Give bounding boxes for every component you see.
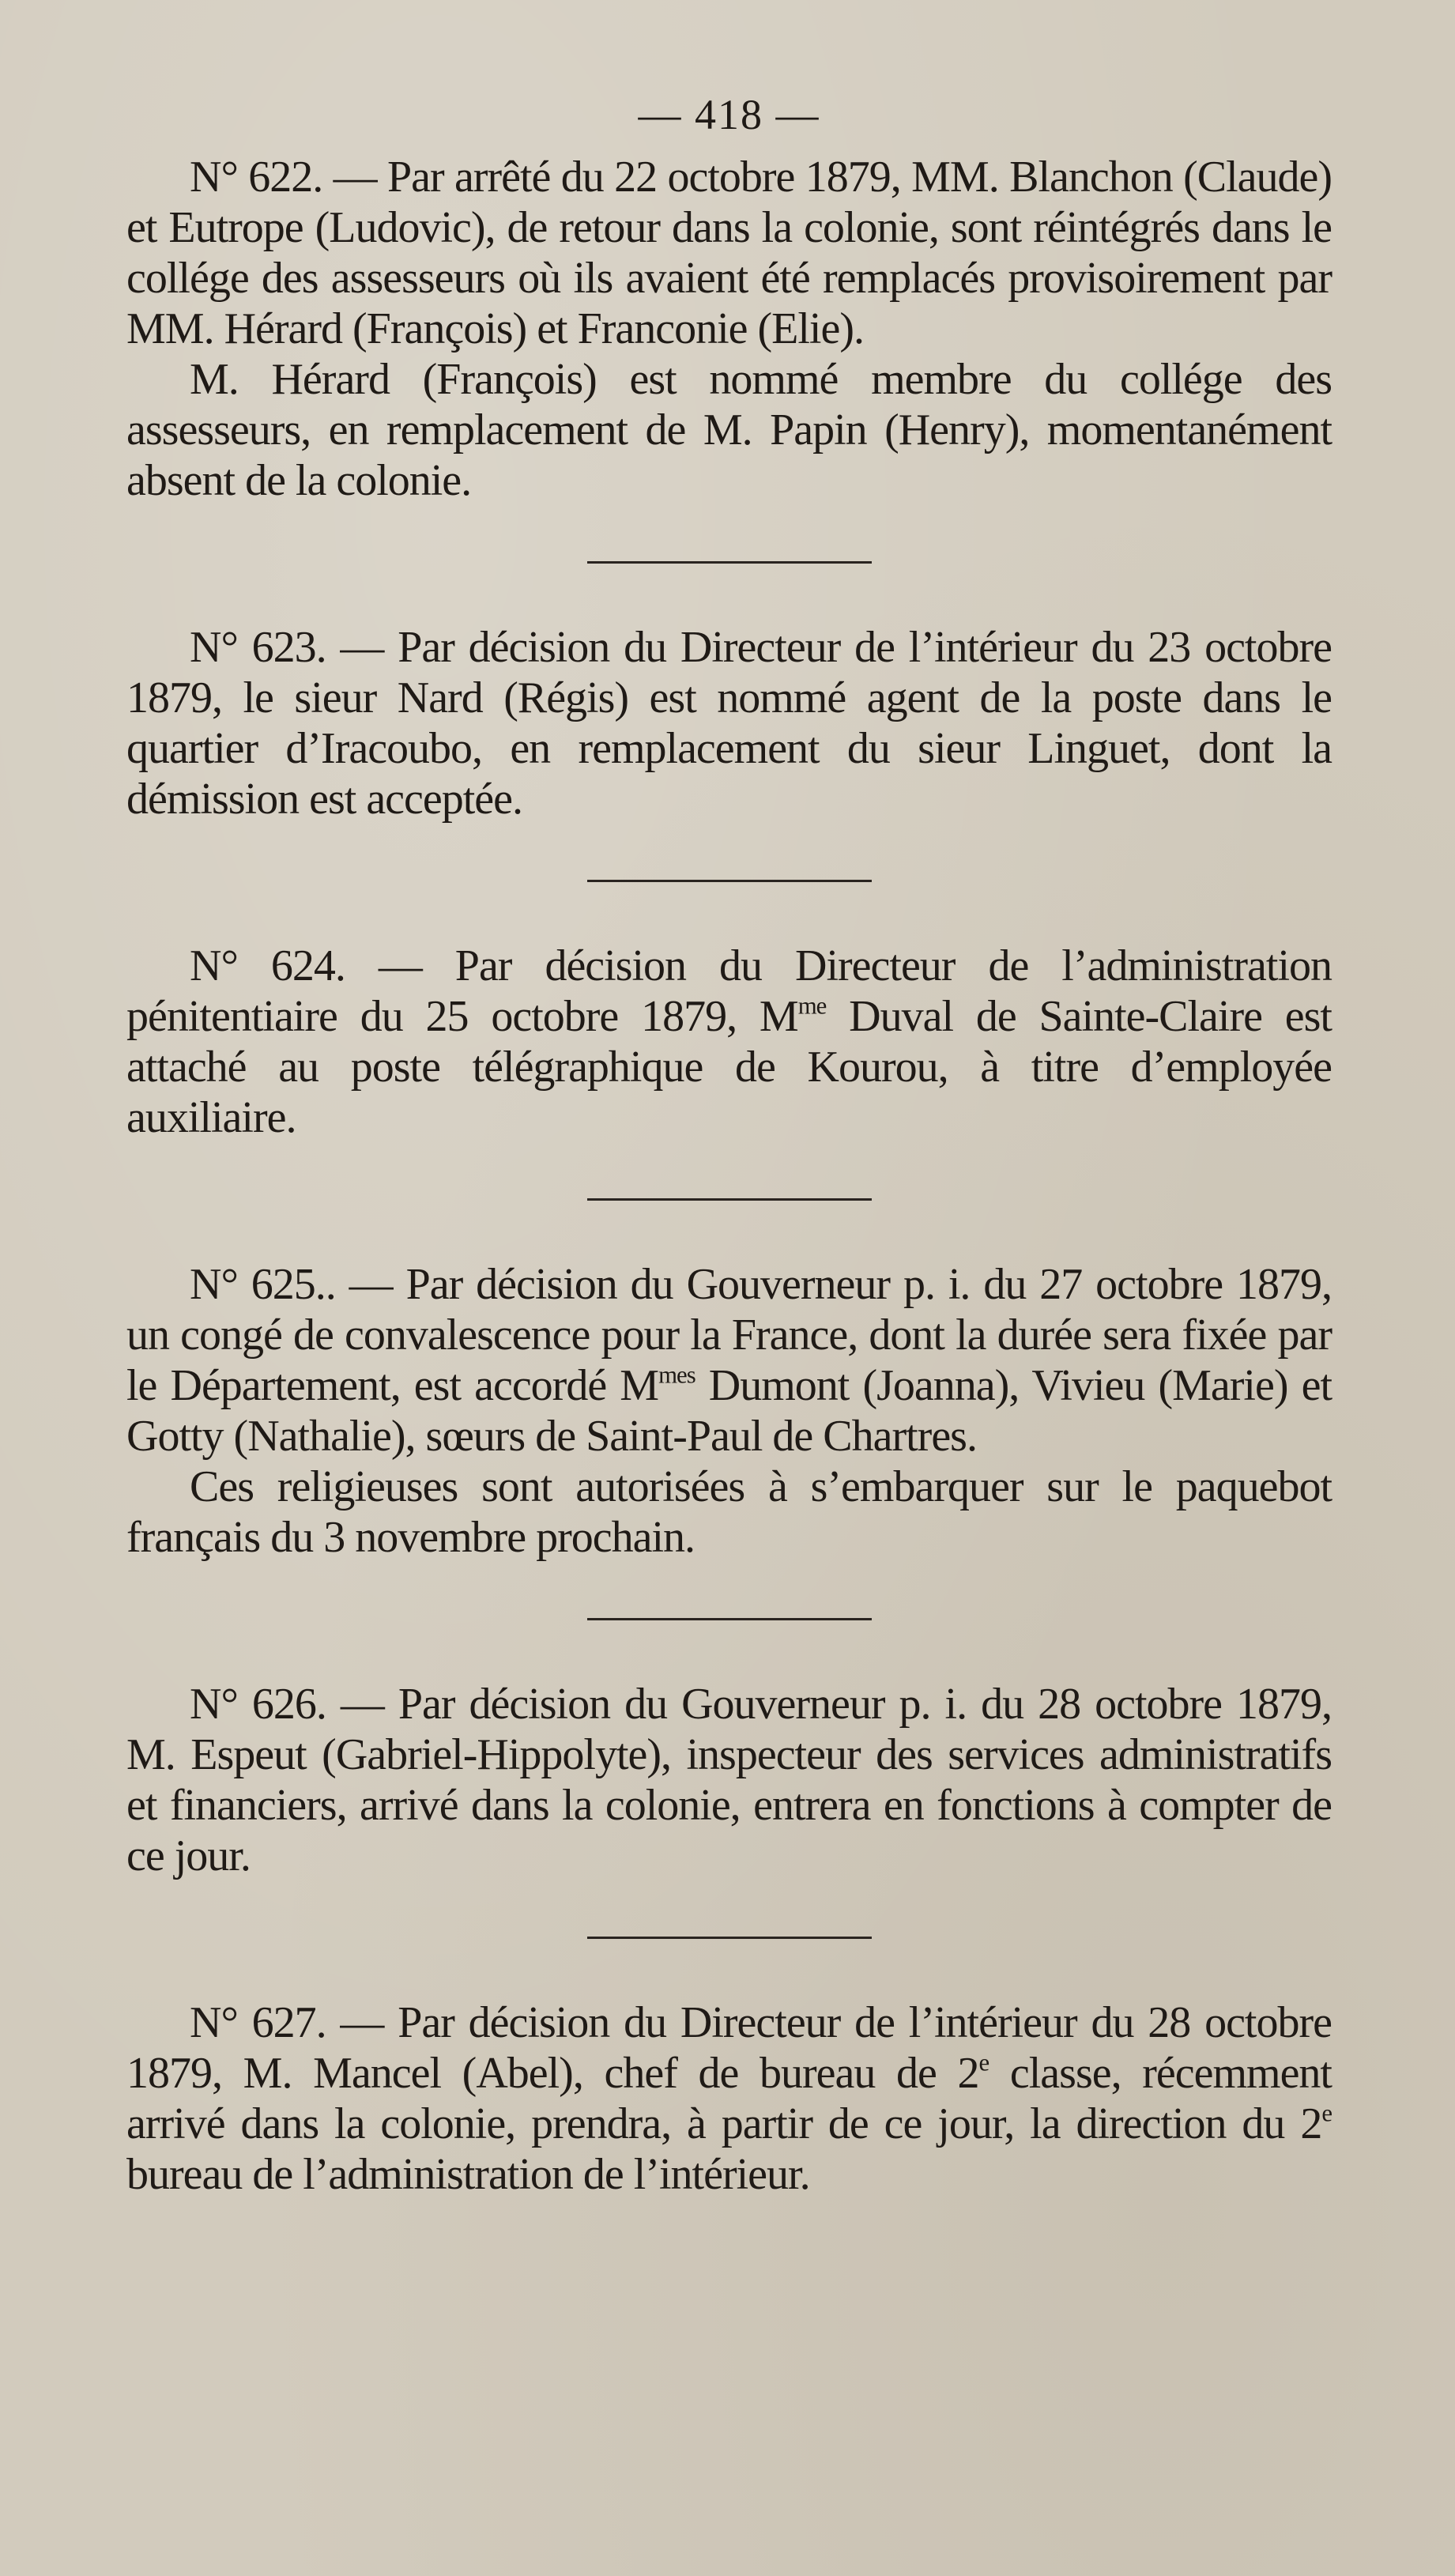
entry-624	[126, 941, 1332, 1143]
separator-rule	[587, 1198, 872, 1201]
entry-625-superscript: mes	[658, 1361, 695, 1389]
entry-622-paragraph-2: M. Hérard (François) est nommé membre du collége des assesseurs, en remplacement de M. Papin (Henry), momentanément absent de la colonie.	[126, 355, 1332, 505]
document-page	[126, 87, 1332, 2200]
entry-625	[126, 1259, 1332, 1563]
entry-624-paragraph-1	[126, 941, 1332, 1143]
separator-rule	[587, 880, 872, 882]
entry-627-paragraph-1	[126, 1997, 1332, 2200]
separator-rule	[587, 1618, 872, 1620]
entry-623-paragraph-1: N° 623. — Par décision du Directeur de l’intérieur du 23 octobre 1879, le sieur Nard (Régis) est nommé agent de la poste dans le quartier d’Iracoubo, en remplacement du sieur Linguet, dont la démission est acceptée.	[126, 623, 1332, 824]
entry-622-paragraph-1: N° 622. — Par arrêté du 22 octobre 1879, MM. Blanchon (Claude) et Eutrope (Ludovic), de retour dans la colonie, sont réintégrés dans le collége des assesseurs où ils avaient été remplacés provisoirement par MM. Hérard (François) et Franconie (Elie).	[126, 153, 1332, 353]
separator-rule	[587, 561, 872, 564]
separator-rule	[587, 1937, 872, 1939]
entry-627-text-b: classe, récemment arrivé dans la colonie, prendra, à partir de ce jour, la direction du 2	[126, 2049, 1332, 2148]
entry-626	[126, 1679, 1332, 1881]
page-number: — 418 —	[638, 91, 820, 138]
entry-622	[126, 152, 1332, 506]
entry-627-superscript-2: e	[1321, 2099, 1332, 2127]
entry-626-paragraph-1: N° 626. — Par décision du Gouverneur p. i. du 28 octobre 1879, M. Espeut (Gabriel-Hippolyte), inspecteur des services administratifs et financiers, arrivé dans la colonie, entrera en fonctions à compter de ce jour.	[126, 1680, 1332, 1880]
entry-627-text-a: N° 627. — Par décision du Directeur de l’intérieur du 28 octobre 1879, M. Mancel (Abel), chef de bureau de 2	[126, 1998, 1332, 2098]
entry-627-text-c: bureau de l’administration de l’intérieur.	[126, 2150, 810, 2199]
entry-624-superscript: me	[797, 992, 827, 1020]
entry-623	[126, 622, 1332, 824]
entry-625-text-a: N° 625.. — Par décision du Gouverneur p. i. du 27 octobre 1879, un congé de convalescence pour la France, dont la durée sera fixée par le Département, est accordé M	[126, 1260, 1332, 1410]
entry-627-superscript-1: e	[978, 2049, 989, 2076]
entry-624-text-a: N° 624. — Par décision du Directeur de l’administration pénitentiaire du 25 octobre 1879, M	[126, 941, 1332, 1041]
entry-625-paragraph-2: Ces religieuses sont autorisées à s’embarquer sur le paquebot français du 3 novembre prochain.	[126, 1462, 1332, 1562]
entry-625-text-b: Dumont (Joanna), Vivieu (Marie) et Gotty (Nathalie), sœurs de Saint-Paul de Chartres.	[126, 1361, 1332, 1461]
entry-625-paragraph-1	[126, 1259, 1332, 1461]
entry-624-text-b: Duval de Sainte-Claire est attaché au poste télégraphique de Kourou, à titre d’employée auxiliaire.	[126, 992, 1332, 1142]
entry-627	[126, 1997, 1332, 2200]
